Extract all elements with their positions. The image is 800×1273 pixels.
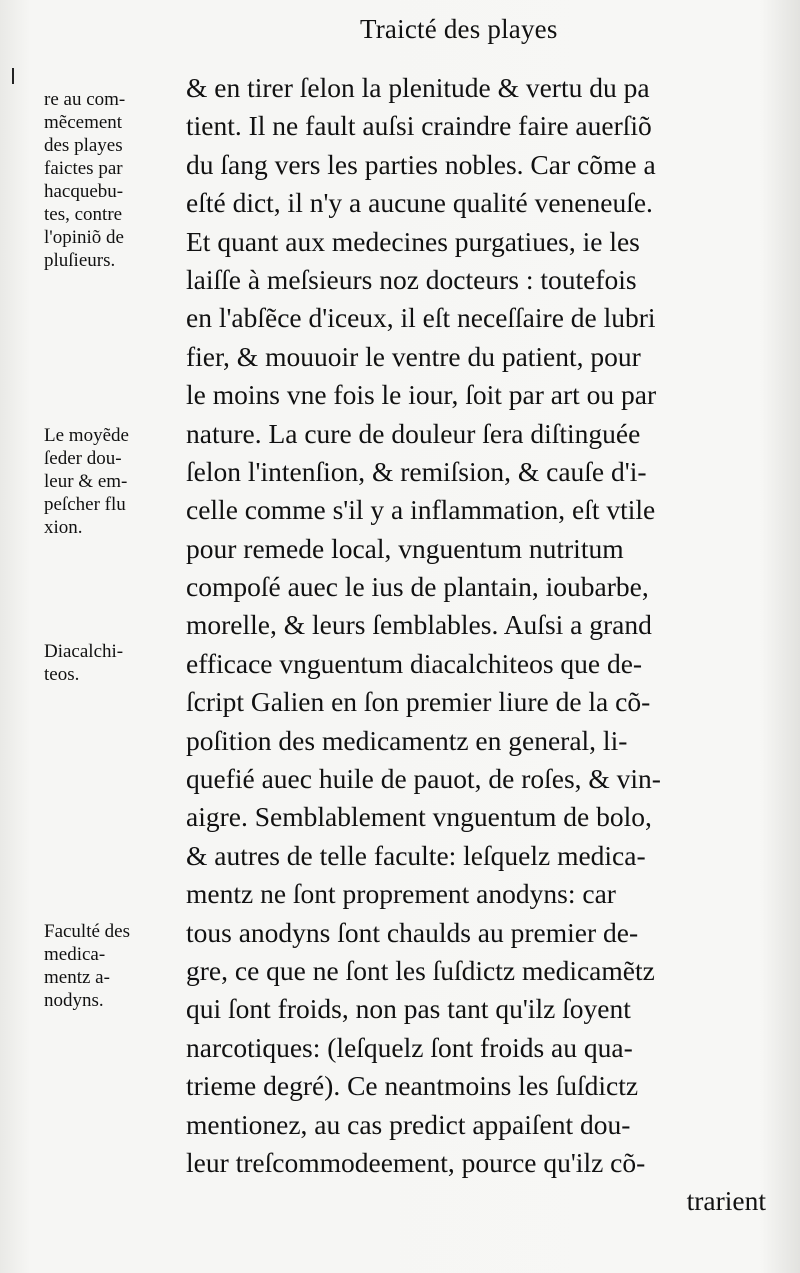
text-line: en l'abſẽce d'iceux, il eſt neceſſaire de lubri (186, 302, 656, 334)
text-line: mentionez, au cas predict appaiſent dou- (186, 1108, 631, 1140)
text-line: leur treſcommodeement, pource qu'ilz cõ- (186, 1146, 646, 1178)
margin-note-line: hacquebu- (44, 181, 124, 202)
margin-note-line: teos. (44, 664, 80, 685)
margin-note-line: xion. (44, 517, 83, 538)
text-line: tient. Il ne fault auſsi craindre faire auerſiõ (186, 110, 652, 142)
text-line: poſition des medicamentz en general, li- (186, 724, 628, 756)
margin-note (44, 424, 184, 539)
text-line: pour remede local, vnguentum nutritum (186, 532, 624, 564)
margin-note-line: Faculté des (44, 921, 131, 942)
text-line: gre, ce que ne ſont les ſuſdictz medicamẽtz (186, 954, 655, 986)
text-line: compoſé auec le ius de plantain, ioubarbe, (186, 571, 649, 603)
text-line: nature. La cure de douleur ſera diſtinguée (186, 417, 641, 449)
margin-tick-mark (12, 68, 14, 84)
margin-note-line: mentz a- (44, 967, 110, 988)
margin-note (44, 920, 184, 1012)
text-line: & autres de telle faculte: leſquelz medica- (186, 839, 646, 871)
text-line: quefié auec huile de pauot, de roſes, & vin- (186, 763, 661, 795)
margin-note-line: Le moyẽde (44, 425, 129, 446)
running-header: Traicté des playes (360, 14, 558, 44)
text-line: fier, & mouuoir le ventre du patient, pour (186, 340, 641, 372)
text-line: le moins vne fois le iour, ſoit par art ou par (186, 379, 657, 411)
margin-note-line: tes, contre (44, 204, 123, 225)
margin-note-line: medica- (44, 944, 106, 965)
margin-note (44, 88, 184, 272)
text-line: ſcript Galien en ſon premier liure de la cõ- (186, 686, 651, 718)
text-line: ſelon l'intenſion, & remiſsion, & cauſe d'i- (186, 455, 647, 487)
text-line: narcotiques: (leſquelz ſont froids au qua- (186, 1031, 633, 1063)
margin-note-line: faictes par (44, 158, 123, 179)
margin-note-line: re au com- (44, 89, 126, 110)
text-line: morelle, & leurs ſemblables. Auſsi a grand (186, 609, 652, 641)
text-line: celle comme s'il y a inflammation, eſt vtile (186, 494, 656, 526)
text-line: mentz ne ſont proprement anodyns: car (186, 878, 616, 910)
main-text-column (186, 69, 766, 1221)
margin-note-line: nodyns. (44, 990, 104, 1011)
text-line: du ſang vers les parties nobles. Car cõme a (186, 148, 656, 180)
margin-note-line: Diacalchi- (44, 641, 124, 662)
text-line: Et quant aux medecines purgatiues, ie les (186, 225, 640, 257)
text-line: laiſſe à meſsieurs noz docteurs : toutefois (186, 263, 637, 295)
margin-note-line: l'opiniõ de (44, 227, 124, 248)
text-line: efficace vnguentum diacalchiteos que de- (186, 647, 643, 679)
margin-note-line: pluſieurs. (44, 250, 116, 271)
text-line: tous anodyns ſont chaulds au premier de- (186, 916, 639, 948)
text-line: & en tirer ſelon la plenitude & vertu du pa (186, 72, 650, 103)
text-line: aigre. Semblablement vnguentum de bolo, (186, 801, 652, 833)
margin-note-line: leur & em- (44, 471, 128, 492)
text-line: eſté dict, il n'y a aucune qualité veneneuſe. (186, 187, 653, 219)
text-line: trieme degré). Ce neantmoins les ſuſdictz (186, 1070, 639, 1102)
margin-note-line: des playes (44, 135, 123, 156)
margin-note-line: peſcher flu (44, 494, 126, 515)
margin-note-line: ſeder dou- (44, 448, 122, 469)
margin-note-line: mẽcement (44, 112, 123, 133)
margin-note (44, 640, 184, 686)
text-line: qui ſont froids, non pas tant qu'ilz ſoyent (186, 993, 631, 1025)
catchword-line: trarient (686, 1185, 766, 1217)
